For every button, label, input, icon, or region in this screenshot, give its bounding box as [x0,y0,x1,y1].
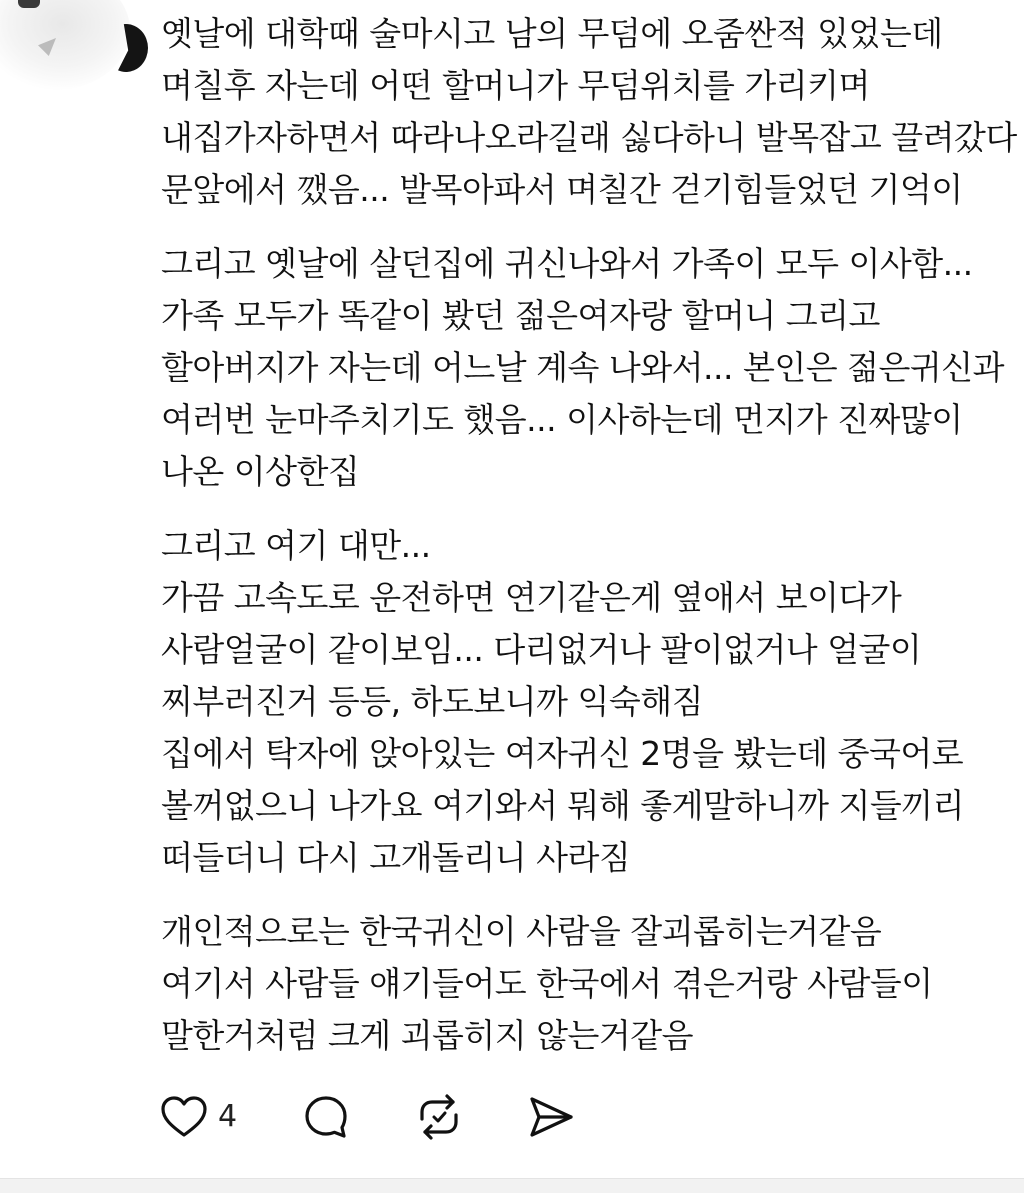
post-line: 할아버지가 자는데 어느날 계속 나와서... 본인은 젊은귀신과 [161,348,1004,387]
post-line: 며칠후 자는데 어떤 할머니가 무덤위치를 가리키며 [161,66,870,105]
post-line: 내집가자하면서 따라나오라길래 싫다하니 발목잡고 끌려갔다 [161,118,1017,157]
reply-button[interactable] [302,1092,350,1142]
post-line: 나온 이상한집 [161,452,360,491]
bottom-divider [0,1178,1024,1193]
post-line: 떠들더니 다시 고개돌리니 사라짐 [161,838,631,877]
post-line: 말한거처럼 크게 괴롭히지 않는거같음 [161,1016,694,1055]
post-actions [160,1092,600,1142]
heart-icon [160,1094,208,1140]
avatar-corner [18,0,40,8]
post-line: 그리고 여기 대만... [161,526,431,565]
post-paragraph-2 [161,238,1004,498]
post-paragraph-1 [161,8,1017,216]
post-line: 가끔 고속도로 운전하면 연기같은게 옆애서 보이다가 [161,578,902,617]
repost-icon [414,1093,464,1141]
share-button[interactable] [526,1092,576,1142]
post-paragraph-4 [161,906,1001,1062]
post-line: 여러번 눈마주치기도 했음... 이사하는데 먼지가 진짜많이 [161,400,963,439]
post-paragraph-3 [161,520,1001,884]
post-line: 사람얼굴이 같이보임... 다리없거나 팔이없거나 얼굴이 [161,630,922,669]
avatar[interactable] [0,0,160,100]
post-line: 옛날에 대학때 술마시고 남의 무덤에 오줌싼적 있었는데 [161,14,943,53]
post-line: 볼꺼없으니 나가요 여기와서 뭐해 좋게말하니까 지들끼리 [161,786,965,825]
post-line: 그리고 옛날에 살던집에 귀신나와서 가족이 모두 이사함... [161,244,973,283]
post-line: 찌부러진거 등등, 하도보니까 익숙해짐 [161,682,704,721]
send-icon [526,1093,576,1141]
post-line: 여기서 사람들 얘기들어도 한국에서 겪은거랑 사람들이 [161,964,933,1003]
avatar-blur [0,0,130,90]
post-line: 문앞에서 깼음... 발목아파서 며칠간 걷기힘들었던 기억이 [161,170,963,209]
comment-icon [302,1093,350,1141]
like-count: 4 [218,1099,238,1134]
post-line: 가족 모두가 똑같이 봤던 젊은여자랑 할머니 그리고 [161,296,880,335]
repost-button[interactable] [414,1092,464,1142]
post-line: 집에서 탁자에 앉아있는 여자귀신 2명을 봤는데 중국어로 [161,734,964,773]
post-line: 개인적으로는 한국귀신이 사람을 잘괴롭히는거같음 [161,912,882,951]
post-body [161,8,1017,1084]
like-button[interactable] [160,1092,237,1142]
